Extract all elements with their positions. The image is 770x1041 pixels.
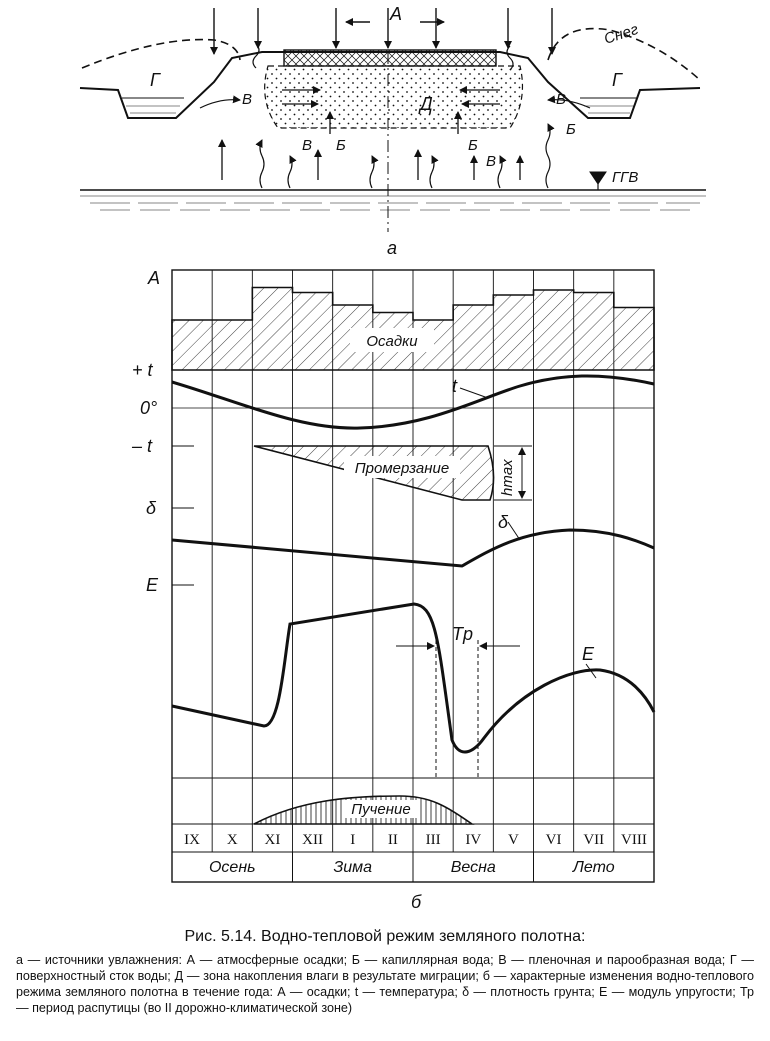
row-label-delta: δ [146, 498, 157, 518]
row-label-minus-t: – t [132, 436, 153, 456]
label-B-3: Б [566, 121, 576, 138]
label-B-1: Б [336, 137, 346, 154]
label-t: t [452, 376, 458, 396]
season-label: Весна [450, 859, 496, 876]
label-snow: Снег [601, 20, 641, 48]
month-label: VI [545, 832, 562, 848]
label-G-left: Г [150, 70, 160, 90]
month-label: XI [264, 832, 281, 848]
label-D: Д [420, 94, 433, 114]
month-label: III [425, 832, 441, 848]
label-tp: Tp [452, 624, 474, 644]
label-hmax: hmax [499, 459, 516, 496]
season-label: Лето [572, 859, 615, 876]
label-V-2: В [486, 153, 497, 170]
month-label: I [350, 832, 356, 848]
month-label: VIII [621, 832, 647, 848]
month-label: IV [465, 832, 482, 848]
label-E-curve: E [582, 644, 595, 664]
figure-legend: а — источники увлажнения: А — атмосферные осадки; Б — капиллярная вода; В — пленочная и парообразная вода; Г — поверхностный сток воды; Д — зона накопления влаги в результате миграции; б — характерные изменения водно-теплового режима земляного полотна в течение года: А — осадки; t — температура; δ — плотность грунта; Е — модуль упругости; Тр — период распутицы (во II дорожно-климатической зоне) [16, 953, 754, 1015]
month-label: XII [302, 832, 323, 848]
row-label-zero: 0° [140, 398, 158, 418]
moisture-zone-D [265, 66, 523, 128]
label-ggv: ГГВ [612, 169, 639, 186]
pavement [284, 50, 496, 66]
season-label: Осень [208, 859, 256, 876]
label-A: А [389, 4, 403, 24]
figure-caption: Рис. 5.14. Водно-тепловой режим земляного полотна: [184, 928, 586, 945]
label-freezing: Промерзание [354, 460, 450, 477]
label-G-right: Г [612, 70, 622, 90]
season-labels [209, 852, 615, 882]
row-label-plus-t: + t [132, 360, 153, 380]
label-V-1: В [302, 137, 313, 154]
label-heave: Пучение [351, 801, 411, 818]
label-V-left: В [242, 91, 253, 108]
label-V-right: В [556, 91, 567, 108]
tp-period-markers [396, 640, 520, 778]
month-label: VII [583, 832, 605, 848]
month-label: X [226, 832, 238, 848]
cross-section-diagram [80, 4, 706, 258]
label-precip: Осадки [366, 333, 418, 350]
panel-a-label: а [386, 238, 398, 258]
label-delta: δ [498, 512, 509, 532]
precipitation-arrows [214, 8, 552, 54]
snow-left [82, 40, 240, 68]
month-labels [184, 832, 647, 848]
row-label-A: А [148, 268, 161, 288]
month-label: IX [184, 832, 200, 848]
row-label-E: E [146, 575, 159, 595]
month-label: V [507, 832, 519, 848]
month-label: II [387, 832, 398, 848]
annual-regime-charts [131, 268, 654, 912]
panel-b-label: б [410, 892, 422, 912]
season-label: Зима [333, 859, 373, 876]
label-B-2: Б [468, 137, 478, 154]
